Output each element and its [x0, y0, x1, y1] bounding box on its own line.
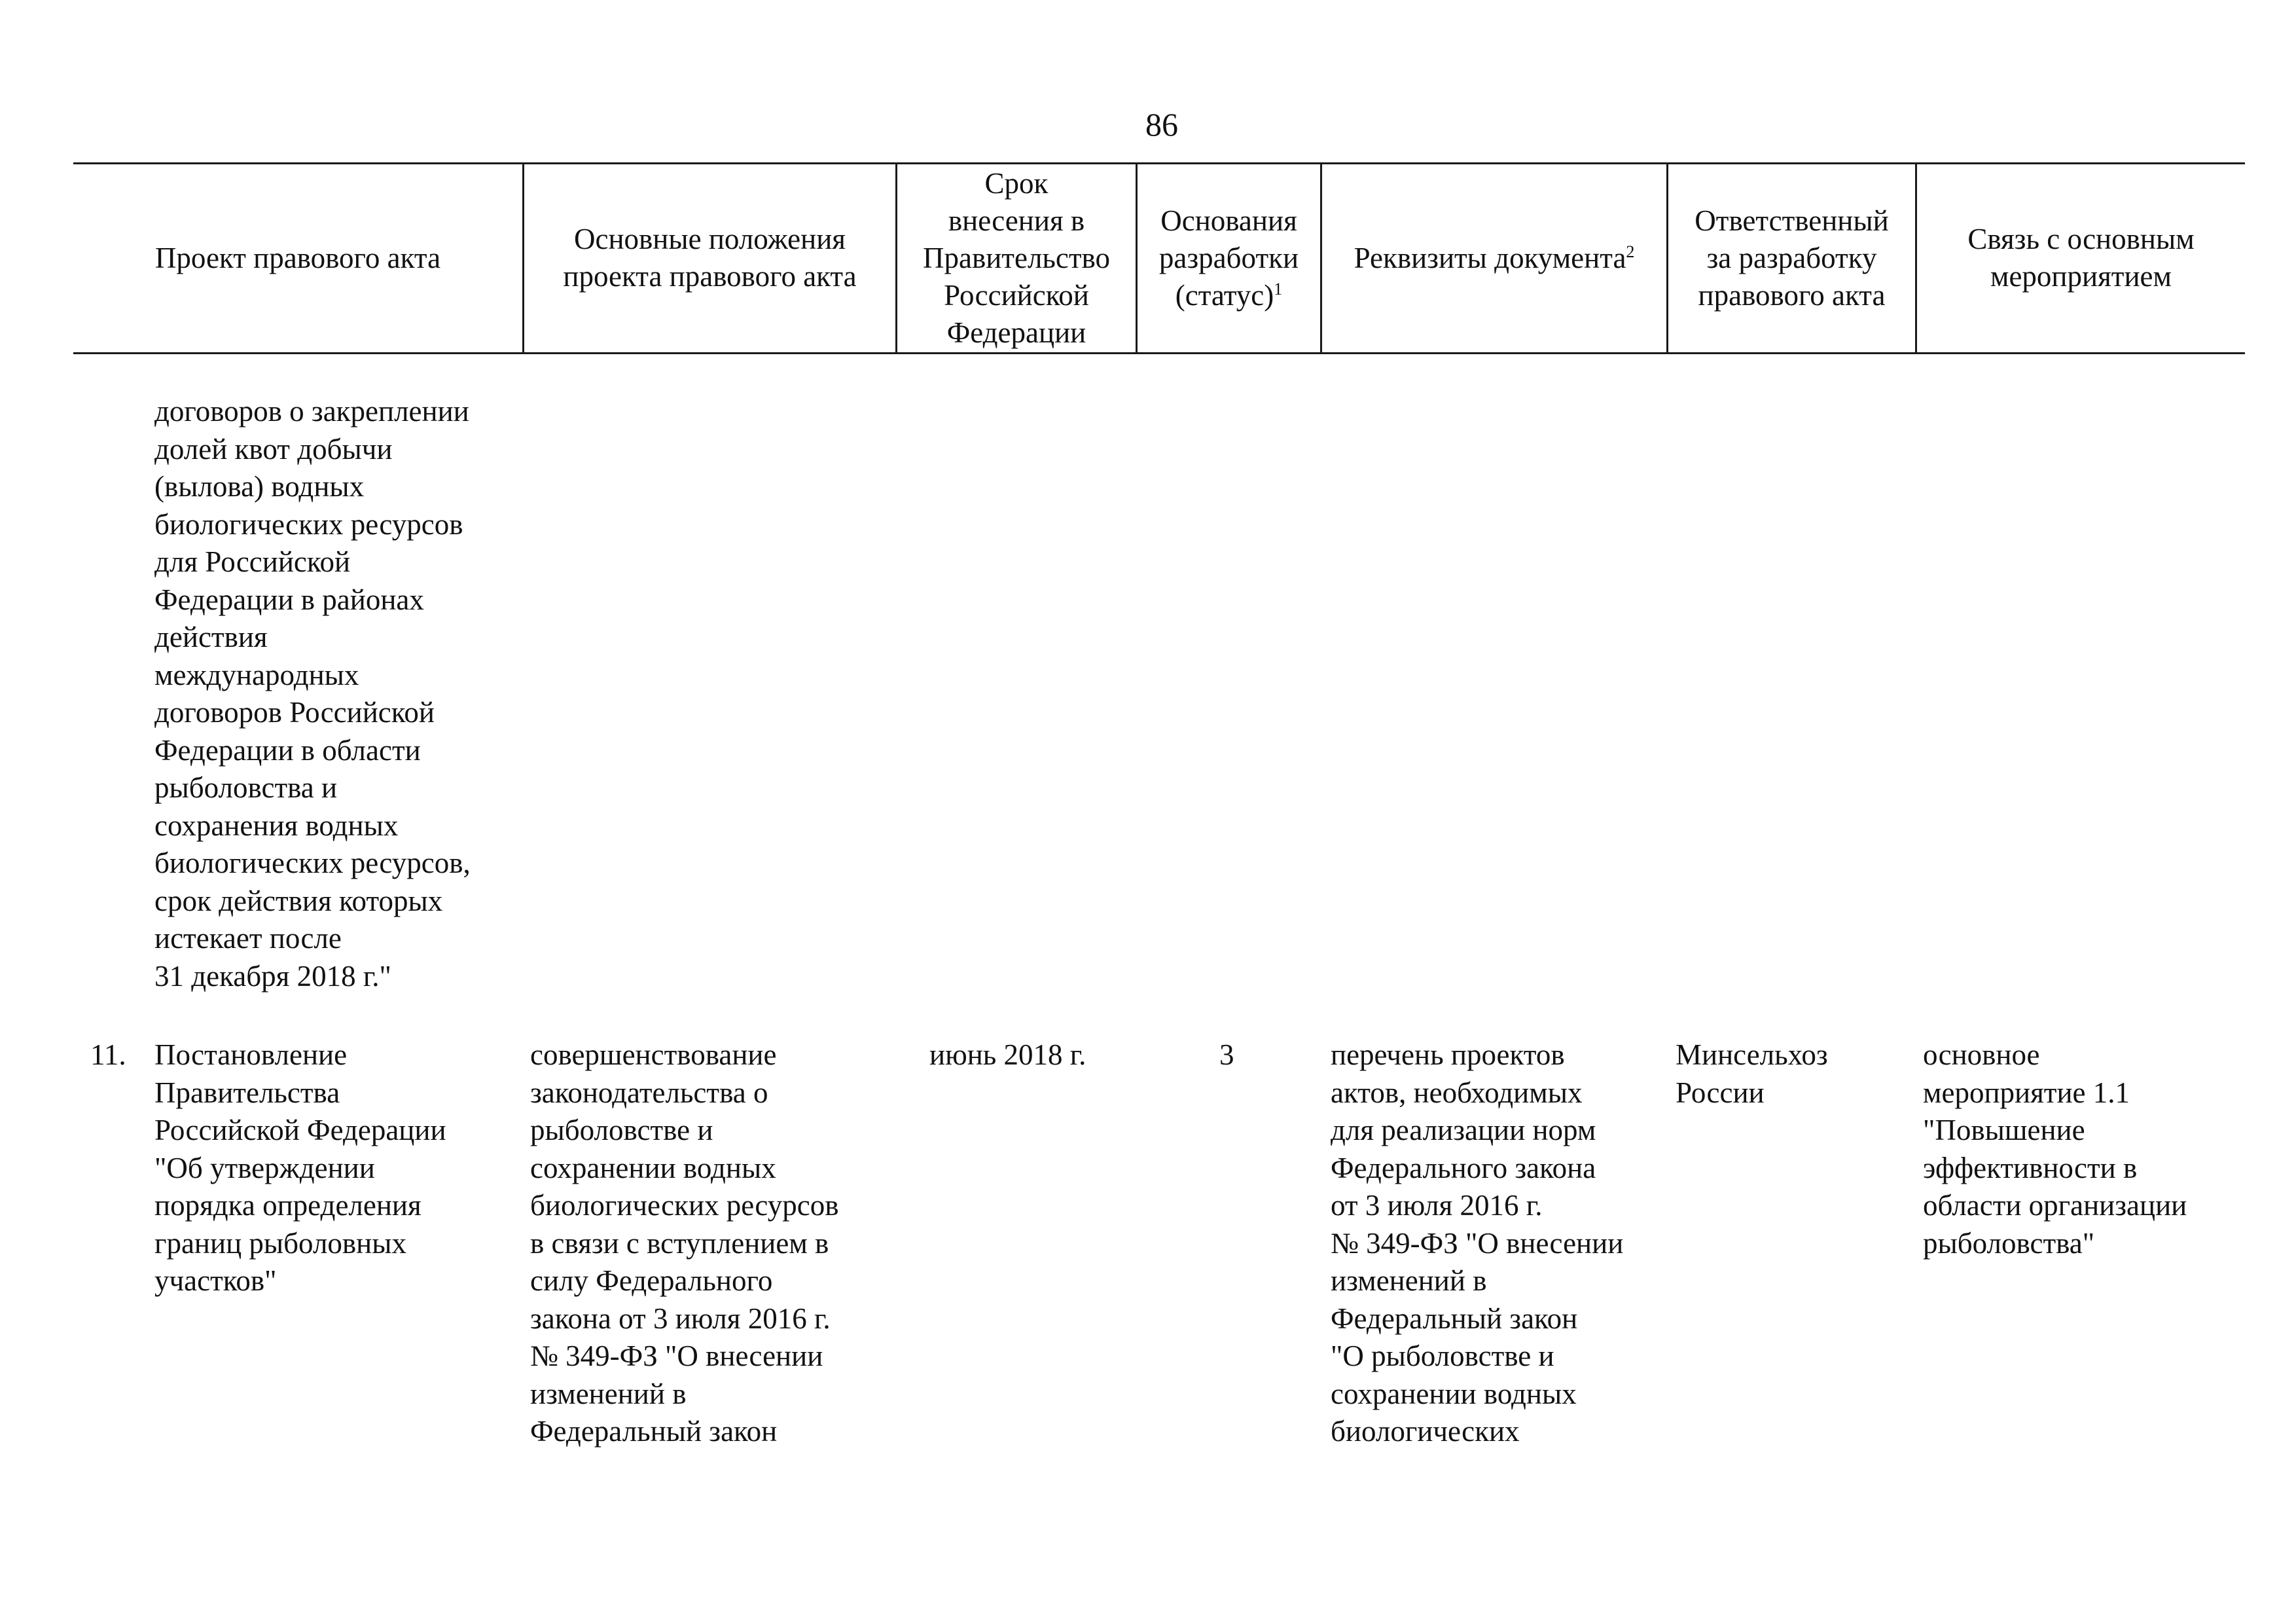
row-number: 11.	[90, 1038, 126, 1071]
row-project: Постановление Правительства Российской Федерации "Об утверждении порядка определения границ рыболовных участков"	[154, 1038, 446, 1297]
header-link: Связь с основным мероприятием	[1967, 223, 2195, 293]
row-link: основное мероприятие 1.1 "Повышение эффективности в области организации рыболовства"	[1923, 1038, 2187, 1260]
header-responsible: Ответственный за разработку правового акта	[1695, 204, 1889, 312]
row-responsible: Минсельхоз России	[1676, 1038, 1828, 1109]
continuation-text: договоров о закреплении долей квот добычи (вылова) водных биологических ресурсов для Российской Федерации в районах действия международных договоров Российской Федерации в области рыболовства и сохранения водных биологических ресурсов, срок действия которых истекает после 31 декабря 2018 г."	[154, 395, 471, 993]
header-status: Основания разработки (статус)$^1$	[1158, 204, 1299, 312]
row-provisions: совершенствование законодательства о рыболовстве и сохранении водных биологических ресурсов в связи с вступлением в силу Федерального закона от 3 июля 2016 г. № 349-ФЗ "О внесении изменений в Федеральный закон	[530, 1038, 839, 1448]
header-bottom-rule	[73, 352, 2245, 354]
row-deadline: июнь 2018 г.	[929, 1038, 1086, 1071]
header-project: Проект правового акта	[154, 241, 441, 274]
row-status: 3	[1219, 1038, 1234, 1071]
page-number: 86	[1145, 106, 1178, 143]
header-deadline: Срок внесения в Правительство Российской Федерации	[923, 166, 1110, 349]
header-provisions: Основные положения проекта правового акта	[563, 223, 857, 293]
row-requisites: перечень проектов актов, необходимых для реализации норм Федерального закона от 3 июля 2016 г. № 349-ФЗ "О внесении изменений в Федеральный закон "О рыболовстве и сохранении водных биологических	[1331, 1038, 1624, 1448]
header-requisites: Реквизиты документа$^2$	[1354, 241, 1635, 274]
